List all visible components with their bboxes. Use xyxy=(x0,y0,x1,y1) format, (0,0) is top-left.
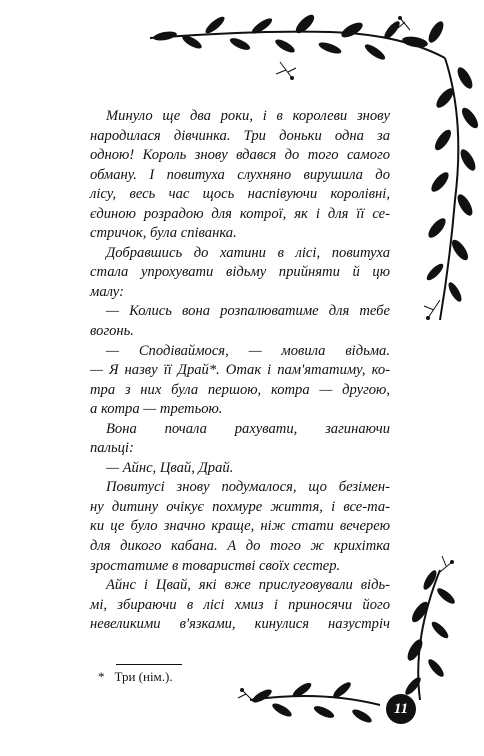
text-line: — Сподіваймося, — мовила відьма. xyxy=(106,342,390,359)
text-line: Айнс і Цвай, які вже прислуговували відь- xyxy=(106,577,390,594)
text-line: стала упрохувати відьму прийняти й цю xyxy=(90,264,390,281)
text-line: вогонь. xyxy=(90,323,134,340)
text-line: Добравшись до хатини в лісі, повитуха xyxy=(106,244,390,261)
text-line: народилася дівчинка. Три доньки одна за xyxy=(90,127,390,144)
text-line: Минуло ще два роки, і в королеви знову xyxy=(106,108,390,124)
text-line: — Айнс, Цвай, Драй. xyxy=(106,459,234,476)
text-line: для дикого кабана. А до того ж крихітка xyxy=(90,538,390,555)
text-line: Повитусі знову подумалося, що безімен- xyxy=(106,479,390,496)
text-line: Вона почала рахувати, загинаючи xyxy=(106,420,390,437)
body-text xyxy=(90,107,390,635)
text-line: малу: xyxy=(90,283,124,300)
text-line: — Я назву її Драй*. Отак і пам'ятатиму, ко- xyxy=(90,362,390,379)
text-line: єдиною розрадою для котрої, як і для її се- xyxy=(90,205,390,222)
text-line: обману. І повитуха слухняно вирушила до xyxy=(90,166,390,183)
text-line: зростатиме в товаристві своїх сестер. xyxy=(90,557,341,574)
text-line: ну дитину очікує похмуре життя, і все-та- xyxy=(90,498,390,515)
text-line: ки це було значно краще, ніж стати вечерею xyxy=(90,518,390,535)
page-number: 11 xyxy=(386,694,416,724)
text-line: одною! Король знову вдався до того самого xyxy=(90,147,390,164)
text-line: — Колись вона розпалюватиме для тебе xyxy=(106,303,390,320)
footnote-text: Три (нім.). xyxy=(114,669,173,684)
footnote xyxy=(98,669,173,685)
text-line: невеликими в'язками, кинулися назустріч xyxy=(90,616,390,633)
text-line: мі, збираючи в лісі хмиз і приносячи його xyxy=(90,596,390,613)
text-line: стричок, була співанка. xyxy=(90,225,237,242)
text-line: тра з них була першою, котра — другою, xyxy=(90,381,390,398)
footnote-rule xyxy=(116,664,182,665)
footnote-marker: * xyxy=(98,669,105,684)
text-line: лісу, весь час щось наспівуючи королівні, xyxy=(90,186,390,203)
text-line: а котра — третьою. xyxy=(90,401,223,418)
text-line: пальці: xyxy=(90,440,134,457)
